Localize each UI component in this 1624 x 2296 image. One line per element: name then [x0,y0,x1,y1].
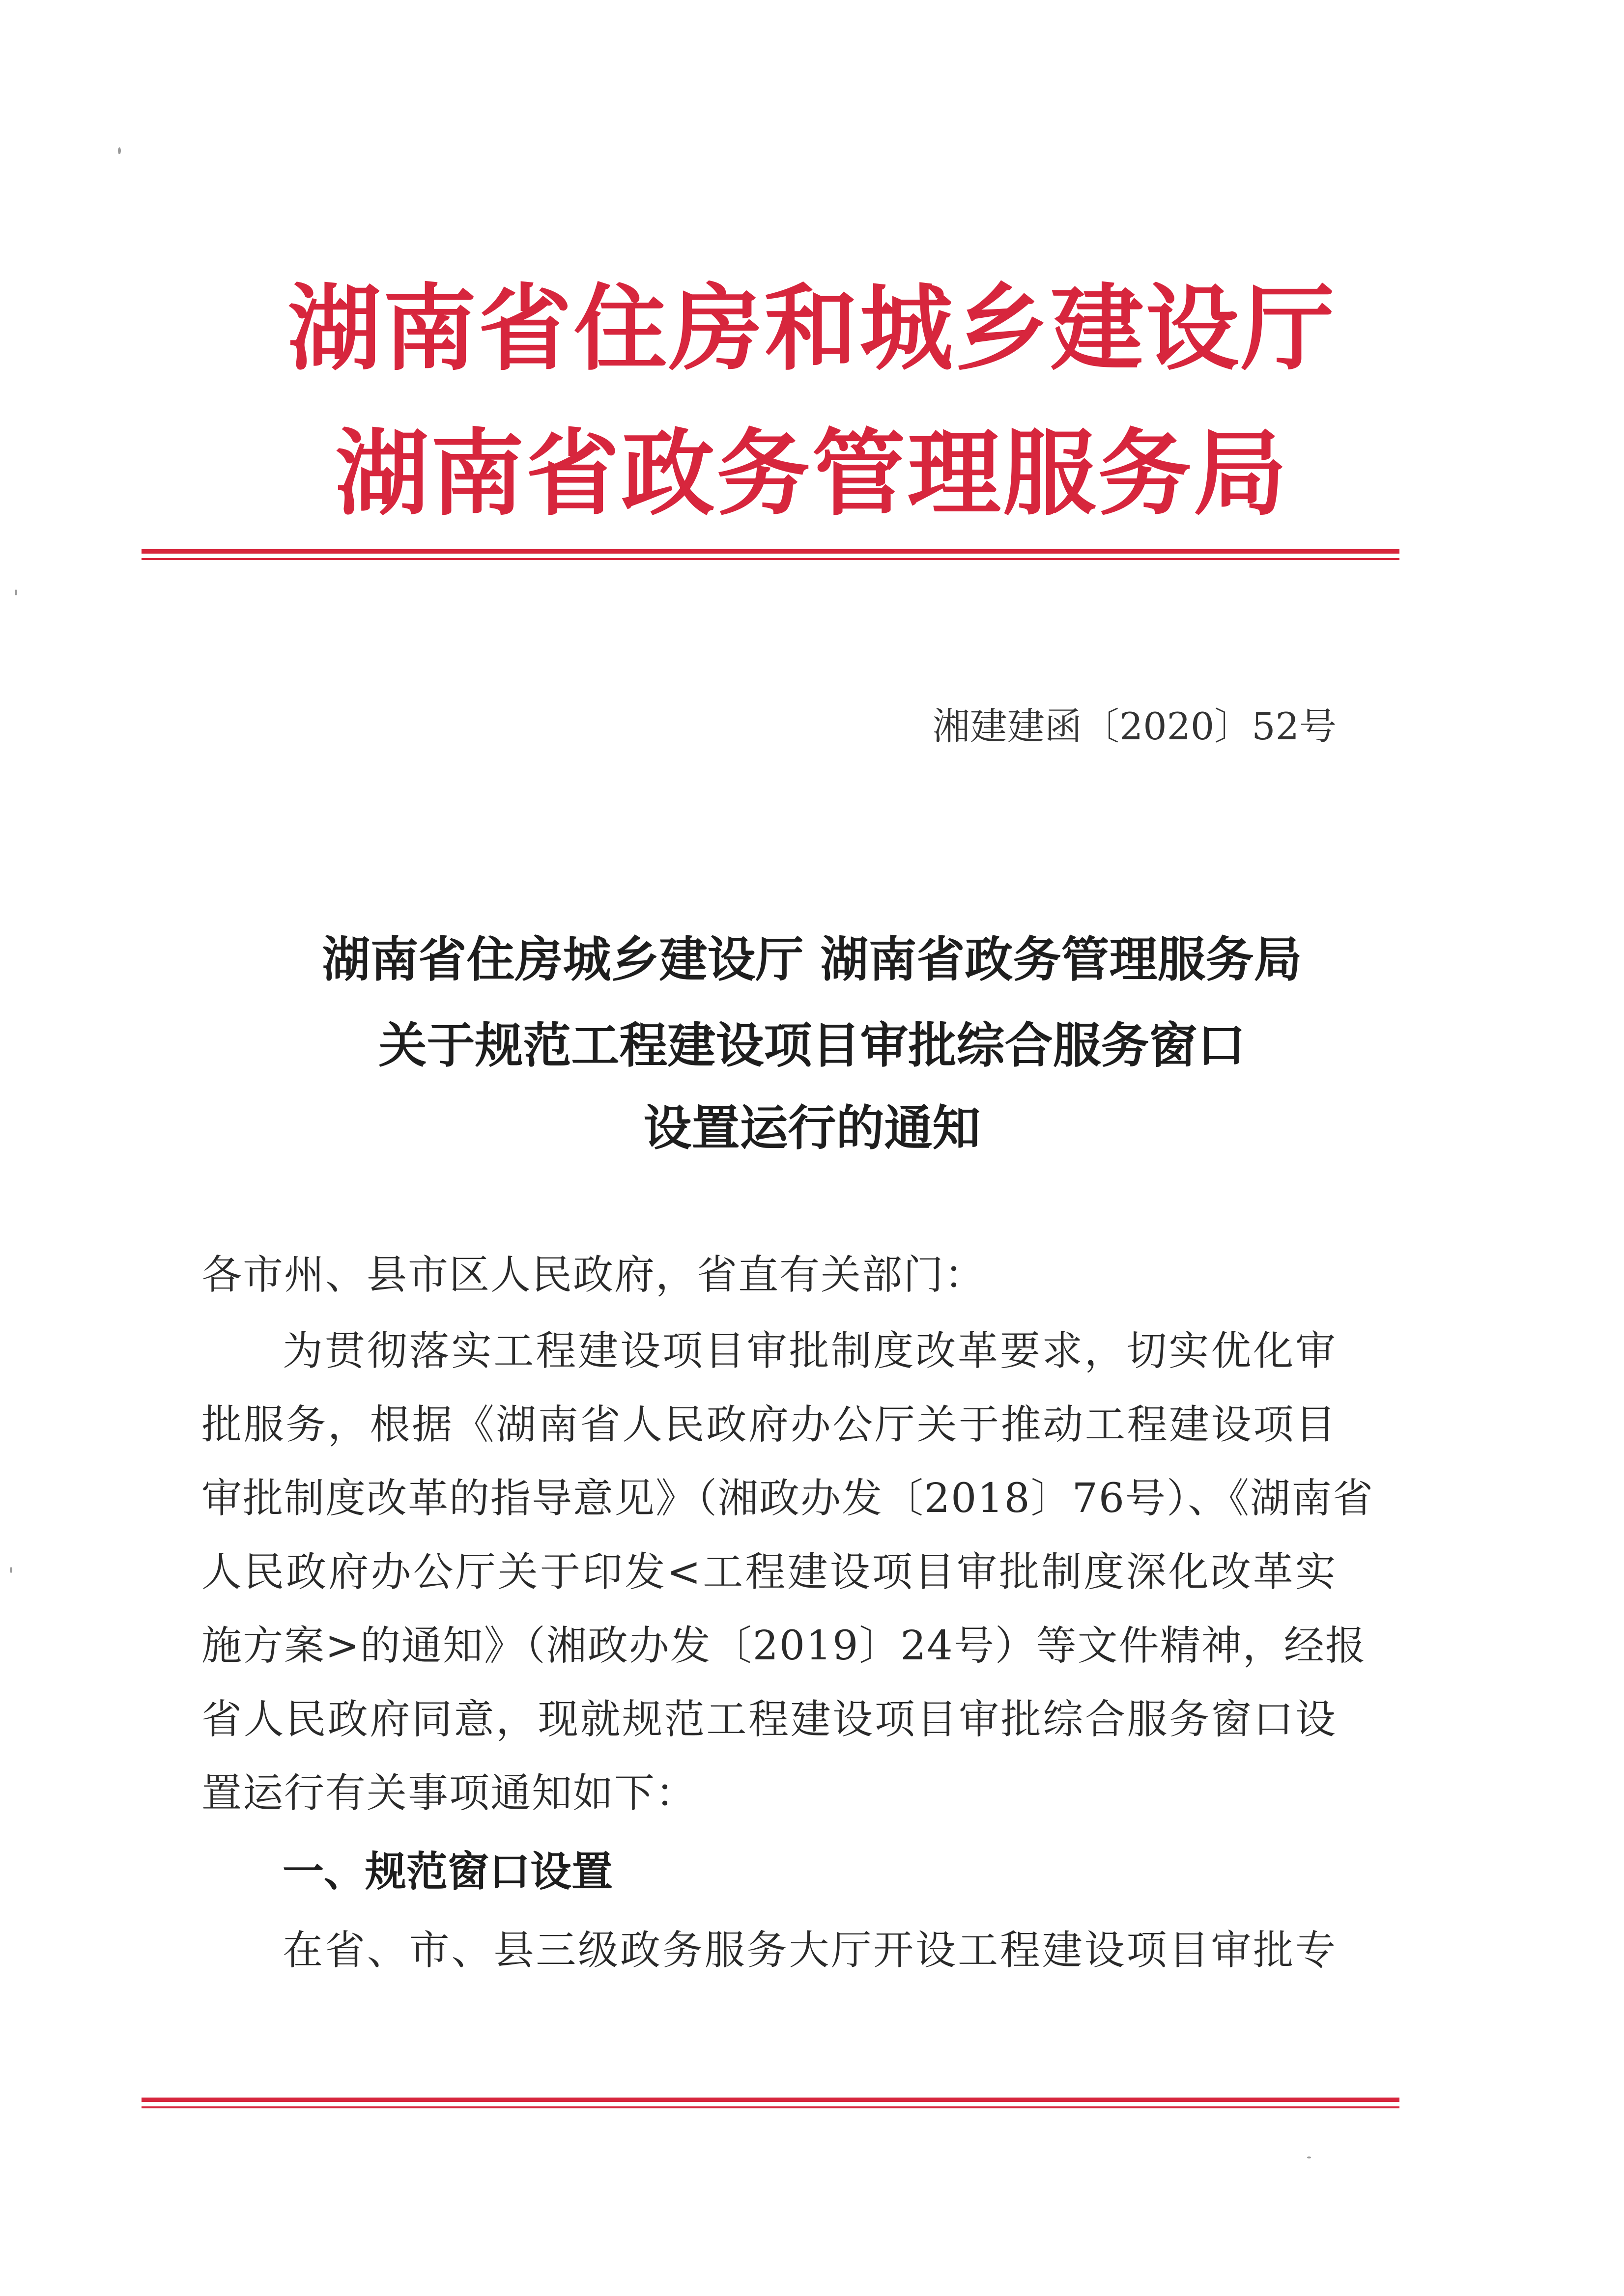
scan-speck [10,1567,12,1573]
header-divider-thick [142,549,1399,554]
issuing-agency-government-services: 湖南省政务管理服务局 [335,420,1289,528]
paragraph-line: 在省、市、县三级政务服务大厅开设工程建设项目审批专 [283,1927,1337,1974]
footer-divider-thick [142,2098,1399,2102]
section-heading: 一、规范窗口设置 [283,1848,613,1896]
document-title-line-2: 关于规范工程建设项目审批综合服务窗口 [378,1018,1246,1074]
scan-speck [1307,2156,1311,2158]
issuing-agency-housing: 湖南省住房和城乡建设厅 [287,275,1337,383]
scan-speck [118,147,121,154]
paragraph-line: 施方案>的通知》（湘政办发〔2019〕24号）等文件精神，经报 [201,1623,1367,1669]
header-divider-thin [142,558,1399,560]
paragraph-line: 人民政府办公厅关于印发<工程建设项目审批制度深化改革实 [201,1549,1337,1596]
document-title-line-1: 湖南省住房城乡建设厅 湖南省政务管理服务局 [322,932,1302,988]
paragraph-line: 审批制度改革的指导意见》（湘政办发〔2018〕76号）、《湖南省 [201,1475,1374,1522]
addressee: 各市州、县市区人民政府，省直有关部门： [201,1252,986,1298]
footer-divider-thin [142,2106,1399,2108]
paragraph-line: 省人民政府同意，现就规范工程建设项目审批综合服务窗口设 [201,1696,1337,1743]
paragraph-line: 批服务，根据《湖南省人民政府办公厅关于推动工程建设项目 [201,1401,1337,1448]
paragraph-line: 为贯彻落实工程建设项目审批制度改革要求，切实优化审 [283,1328,1337,1374]
scan-speck [15,589,17,595]
paragraph-line: 置运行有关事项通知如下： [201,1770,697,1817]
document-number: 湘建建函〔2020〕52号 [932,704,1337,748]
document-title-line-3: 设置运行的通知 [643,1100,981,1156]
